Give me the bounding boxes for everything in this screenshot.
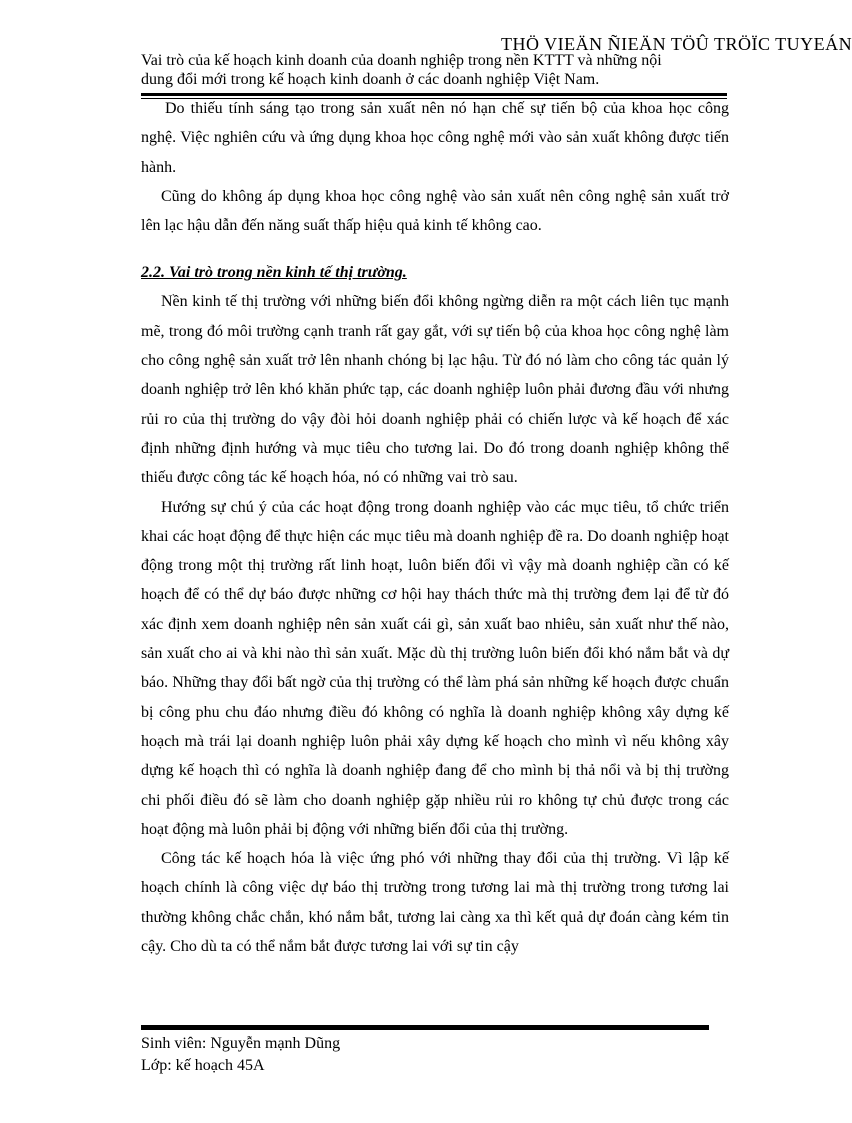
- paragraph-3: Nền kinh tế thị trường với những biến đổi không ngừng diễn ra một cách liên tục mạnh mẽ, trong đó môi trường cạnh tranh rất gay gắt, với sự tiến bộ của khoa học công nghệ làm cho công nghệ sản xuất trở lên nhanh chóng bị lạc hậu. Từ đó nó làm cho công tác quản lý doanh nghiệp trở lên khó khăn phức tạp, các doanh nghiệp luôn phải đương đầu với nhưng rủi ro của thị trường do vậy đòi hỏi doanh nghiệp phải có chiến lược và kế hoạch để xác định những định hướng và mục tiêu cho tương lai. Do đó trong doanh nghiệp không thể thiếu được công tác kế hoạch hóa, nó có những vai trò sau.: [141, 293, 729, 487]
- paragraph-2: Cũng do không áp dụng khoa học công nghệ vào sản xuất nên công nghệ sản xuất trở lên lạc hậu dẫn đến năng suất thấp hiệu quả kinh tế không cao.: [141, 187, 729, 235]
- footer-student: Sinh viên: Nguyễn mạnh Dũng: [141, 1035, 341, 1052]
- footer-class: Lớp: kế hoạch 45A: [141, 1057, 265, 1074]
- header-line-1: Vai trò của kế hoạch kinh doanh của doanh nghiệp trong nền KTTT và những nội: [141, 52, 662, 69]
- watermark-text: THÖ VIEÄN ÑIEÄN TÖÛ TRÖÏC TUYEÁN: [501, 34, 852, 54]
- footer-divider: [141, 1025, 709, 1030]
- paragraph-4: Hướng sự chú ý của các hoạt động trong doanh nghiệp vào các mục tiêu, tổ chức triển khai các hoạt động để thực hiện các mục tiêu mà doanh nghiệp đề ra. Do doanh nghiệp hoạt động trong một thị trường rất linh hoạt, luôn biến đổi vì vậy mà doanh nghiệp cần có kế hoạch để có thể dự báo được những cơ hội hay thách thức mà thị trường đem lại để từ đó xác định xem doanh nghiệp nên sản xuất cái gì, sản xuất bao nhiêu, sản xuất như thế nào, sản xuất cho ai và khi nào thì sản xuất. Mặc dù thị trường luôn biến đổi khó nắm bắt và dự báo. Những thay đổi bất ngờ của thị trường có thể làm phá sản những kế hoạch được chuẩn bị công phu chu đáo nhưng điều đó không có nghĩa là doanh nghiệp không xây dựng kế hoạch mà trái lại doanh nghiệp luôn phải xây dựng kế hoạch cho mình vì nếu không xây dựng kế hoạch thì có nghĩa là doanh nghiệp đang để cho mình bị thả nổi và bị thị trường chi phối điều đó sẽ làm cho doanh nghiệp gặp nhiều rủi ro không tự chủ được trong các hoạt động mà luôn phải bị động với những biến đổi của thị trường.: [141, 498, 729, 838]
- document-body: [141, 94, 729, 961]
- paragraph-5: Công tác kế hoạch hóa là việc ứng phó với những thay đổi của thị trường. Vì lập kế hoạch chính là công việc dự báo thị trường trong tương lai mà thị trường trong tương lai thường không chắc chắn, khó nắm bắt, tương lai càng xa thì kết quả dự đoán càng kém tin cậy. Cho dù ta có thể nắm bắt được tương lai với sự tin cậy: [141, 850, 729, 956]
- paragraph-1: Do thiếu tính sáng tạo trong sản xuất nên nó hạn chế sự tiến bộ của khoa học công nghệ. Việc nghiên cứu và ứng dụng khoa học công nghệ mới vào sản xuất không được tiến hành.: [141, 100, 729, 176]
- section-title: 2.2. Vai trò trong nền kinh tế thị trường.: [141, 264, 407, 282]
- page-footer: [141, 1033, 340, 1077]
- header-line-2: dung đổi mới trong kế hoạch kinh doanh ở các doanh nghiệp Việt Nam.: [141, 71, 600, 88]
- page-header: [141, 51, 721, 89]
